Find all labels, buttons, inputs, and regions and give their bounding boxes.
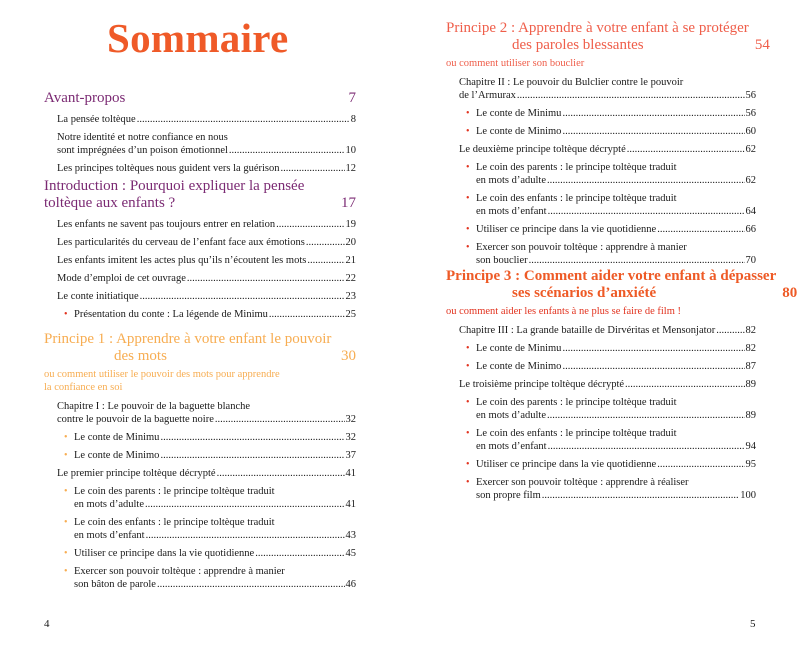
- entry-page-number: 62: [745, 144, 756, 155]
- toc-entry[interactable]: [446, 360, 756, 373]
- entry-text: en mots d’adulte: [74, 499, 144, 510]
- bullet-icon: •: [466, 126, 470, 137]
- dot-leader: [140, 290, 345, 303]
- toc-entry[interactable]: [446, 427, 756, 453]
- entry-text: son bâton de parole: [74, 579, 156, 590]
- entry-text: Les enfants imitent les actes plus qu’ils n’écoutent les mots: [57, 255, 307, 266]
- bullet-icon: •: [64, 432, 68, 443]
- toc-entry[interactable]: [44, 236, 356, 249]
- toc-entry[interactable]: [44, 113, 356, 126]
- entry-text: Mode d’emploi de cet ouvrage: [57, 273, 186, 284]
- toc-entry[interactable]: [446, 107, 756, 120]
- bullet-icon: •: [466, 162, 470, 173]
- entry-text: Présentation du conte : La légende de Minimu: [74, 309, 268, 320]
- entry-text-line1: Notre identité et notre confiance en nous: [57, 132, 228, 143]
- section-subtitle: ou comment utiliser le pouvoir des mots pour apprendre la confiance en soi: [44, 369, 280, 393]
- entry-page-number: 64: [745, 206, 756, 217]
- entry-text: en mots d’enfant: [476, 206, 547, 217]
- dot-leader: [529, 254, 745, 267]
- section-principe-2: [446, 20, 770, 272]
- right-page: [400, 0, 800, 647]
- toc-entry[interactable]: [446, 324, 756, 337]
- entry-text-line1: Le coin des parents : le principe toltèque traduit: [74, 486, 275, 497]
- toc-entry[interactable]: [446, 143, 756, 156]
- dot-leader: [157, 578, 345, 591]
- entry-page-number: 89: [745, 410, 756, 421]
- dot-leader: [657, 458, 744, 471]
- entry-text: Utiliser ce principe dans la vie quotidienne: [476, 459, 657, 470]
- entry-text-line1: Exercer son pouvoir toltèque : apprendre à réaliser: [476, 477, 689, 488]
- entry-text: Le conte de Minimu: [476, 108, 562, 119]
- bullet-icon: •: [64, 309, 68, 320]
- entry-page-number: 60: [745, 126, 756, 137]
- page-number-left: 4: [44, 618, 50, 630]
- entry-text: en mots d’enfant: [476, 441, 547, 452]
- toc-entry[interactable]: [446, 476, 756, 502]
- toc-entry[interactable]: [44, 162, 356, 175]
- bullet-icon: •: [466, 397, 470, 408]
- dot-leader: [547, 174, 745, 187]
- entry-page-number: 82: [745, 343, 756, 354]
- toc-entry[interactable]: [44, 467, 356, 480]
- toc-entry[interactable]: [446, 458, 756, 471]
- bullet-icon: •: [64, 548, 68, 559]
- entry-page-number: 37: [345, 450, 356, 461]
- entry-text: Le deuxième principe toltèque décrypté: [459, 144, 626, 155]
- bullet-icon: •: [64, 517, 68, 528]
- entry-page-number: 70: [745, 255, 756, 266]
- entry-page-number: 19: [345, 219, 356, 230]
- entry-page-number: 8: [350, 114, 356, 125]
- section-principe-3: [446, 268, 798, 507]
- dot-leader: [625, 378, 744, 391]
- dot-leader: [562, 342, 744, 355]
- section-subtitle: ou comment aider les enfants à ne plus se faire de film !: [446, 306, 681, 317]
- entry-text: son propre film: [476, 490, 541, 501]
- entry-text: Le conte de Minimu: [74, 432, 160, 443]
- toc-list: [446, 76, 756, 267]
- dot-leader: [269, 308, 345, 321]
- bullet-icon: •: [466, 343, 470, 354]
- section-title-avant-propos[interactable]: Avant-propos 7: [44, 90, 356, 106]
- section-subtitle: ou comment utiliser son bouclier: [446, 58, 585, 69]
- entry-text: Le conte de Minimo: [74, 450, 160, 461]
- toc-entry[interactable]: [446, 161, 756, 187]
- entry-text: de l’Armurax: [459, 90, 516, 101]
- section-title-principe-3[interactable]: Principe 3 : Comment aider votre enfant à dépasser ses scénarios d’anxiété 80: [446, 268, 798, 301]
- dot-leader: [562, 360, 744, 373]
- dot-leader: [306, 236, 345, 249]
- toc-list: [44, 218, 356, 321]
- toc-entry[interactable]: [446, 125, 756, 138]
- toc-entry[interactable]: [44, 565, 356, 591]
- bullet-icon: •: [64, 566, 68, 577]
- toc-entry[interactable]: [446, 342, 756, 355]
- entry-text: en mots d’adulte: [476, 410, 546, 421]
- toc-entry[interactable]: [44, 547, 356, 560]
- entry-page-number: 45: [345, 548, 356, 559]
- toc-entry[interactable]: [446, 223, 756, 236]
- entry-text: sont imprégnées d’un poison émotionnel: [57, 145, 228, 156]
- bullet-icon: •: [466, 428, 470, 439]
- entry-text: Le conte de Minimo: [476, 126, 562, 137]
- entry-text-line1: Chapitre I : Le pouvoir de la baguette blanche: [57, 401, 251, 412]
- dot-leader: [562, 125, 744, 138]
- entry-page-number: 87: [745, 361, 756, 372]
- toc-list: [44, 113, 356, 175]
- bullet-icon: •: [466, 108, 470, 119]
- dot-leader: [276, 218, 344, 231]
- bullet-icon: •: [466, 459, 470, 470]
- entry-text-line1: Chapitre II : Le pouvoir du Bulclier contre le pouvoir: [459, 77, 684, 88]
- entry-text-line1: Le coin des enfants : le principe toltèque traduit: [476, 428, 677, 439]
- entry-page-number: 21: [345, 255, 356, 266]
- entry-text: contre le pouvoir de la baguette noire: [57, 414, 214, 425]
- dot-leader: [160, 449, 344, 462]
- bullet-icon: •: [466, 242, 470, 253]
- toc-entry[interactable]: [44, 485, 356, 511]
- entry-text: Utiliser ce principe dans la vie quotidienne: [74, 548, 255, 559]
- dot-leader: [657, 223, 744, 236]
- entry-page-number: 46: [345, 579, 356, 590]
- dot-leader: [542, 489, 740, 502]
- toc-entry[interactable]: [446, 192, 756, 218]
- dot-leader: [307, 254, 344, 267]
- dot-leader: [517, 89, 745, 102]
- entry-text-line1: Le coin des parents : le principe toltèque traduit: [476, 162, 677, 173]
- entry-text: La pensée toltèque: [57, 114, 136, 125]
- dot-leader: [146, 529, 345, 542]
- entry-text: en mots d’adulte: [476, 175, 546, 186]
- entry-text: Le conte de Minimo: [476, 361, 562, 372]
- section-avant-propos: [44, 90, 356, 180]
- entry-text-line1: Le coin des parents : le principe toltèque traduit: [476, 397, 677, 408]
- bullet-icon: •: [64, 450, 68, 461]
- page-title: Sommaire: [107, 15, 289, 61]
- dot-leader: [562, 107, 744, 120]
- dot-leader: [137, 113, 350, 126]
- entry-text: en mots d’enfant: [74, 530, 145, 541]
- bullet-icon: •: [466, 193, 470, 204]
- entry-page-number: 12: [345, 163, 356, 174]
- entry-page-number: 62: [745, 175, 756, 186]
- toc-list: [446, 324, 756, 502]
- dot-leader: [547, 409, 745, 422]
- entry-text-line1: Le coin des enfants : le principe toltèque traduit: [74, 517, 275, 528]
- entry-text: Utiliser ce principe dans la vie quotidienne: [476, 224, 657, 235]
- entry-text-line1: Le coin des enfants : le principe toltèque traduit: [476, 193, 677, 204]
- dot-leader: [217, 467, 345, 480]
- entry-text: Les particularités du cerveau de l’enfant face aux émotions: [57, 237, 305, 248]
- entry-page-number: 10: [345, 145, 356, 156]
- entry-page-number: 66: [745, 224, 756, 235]
- toc-entry[interactable]: [44, 449, 356, 462]
- dot-leader: [281, 162, 345, 175]
- section-title-principe-2[interactable]: Principe 2 : Apprendre à votre enfant à se protéger des paroles blessantes 54: [446, 20, 770, 53]
- entry-page-number: 94: [745, 441, 756, 452]
- entry-text: son bouclier: [476, 255, 528, 266]
- toc-entry[interactable]: [44, 308, 356, 321]
- entry-page-number: 20: [345, 237, 356, 248]
- dot-leader: [215, 413, 345, 426]
- bullet-icon: •: [466, 477, 470, 488]
- dot-leader: [187, 272, 345, 285]
- entry-page-number: 41: [345, 499, 356, 510]
- section-principe-1: [44, 331, 356, 596]
- entry-page-number: 56: [745, 90, 756, 101]
- toc-entry[interactable]: [446, 76, 756, 102]
- bullet-icon: •: [466, 361, 470, 372]
- entry-page-number: 100: [740, 490, 756, 501]
- entry-page-number: 32: [345, 432, 356, 443]
- entry-text: Le conte de Minimu: [476, 343, 562, 354]
- toc-entry[interactable]: [44, 431, 356, 444]
- entry-text-line1: Exercer son pouvoir toltèque : apprendre à manier: [476, 242, 687, 253]
- toc-entry[interactable]: [446, 396, 756, 422]
- dot-leader: [229, 144, 345, 157]
- toc-entry[interactable]: [446, 378, 756, 391]
- toc-entry[interactable]: [44, 254, 356, 267]
- toc-entry[interactable]: [446, 241, 756, 267]
- section-title-introduction[interactable]: Introduction : Pourquoi expliquer la pensée toltèque aux enfants ? 17: [44, 178, 356, 211]
- dot-leader: [716, 324, 744, 337]
- dot-leader: [145, 498, 345, 511]
- bullet-icon: •: [64, 486, 68, 497]
- bullet-icon: •: [466, 224, 470, 235]
- entry-text: Le premier principe toltèque décrypté: [57, 468, 216, 479]
- dot-leader: [160, 431, 344, 444]
- section-introduction: [44, 178, 356, 326]
- toc-entry[interactable]: [44, 131, 356, 157]
- dot-leader: [548, 205, 745, 218]
- dot-leader: [255, 547, 344, 560]
- entry-page-number: 41: [345, 468, 356, 479]
- section-title-principe-1[interactable]: Principe 1 : Apprendre à votre enfant le pouvoir des mots 30: [44, 331, 356, 364]
- entry-text: Les enfants ne savent pas toujours entrer en relation: [57, 219, 276, 230]
- entry-page-number: 43: [345, 530, 356, 541]
- toc-entry[interactable]: [44, 516, 356, 542]
- entry-text: Le conte initiatique: [57, 291, 139, 302]
- toc-entry[interactable]: [44, 290, 356, 303]
- entry-page-number: 32: [345, 414, 356, 425]
- entry-page-number: 89: [745, 379, 756, 390]
- entry-page-number: 22: [345, 273, 356, 284]
- toc-list: [44, 400, 356, 591]
- page-number-right: 5: [750, 618, 756, 630]
- entry-page-number: 95: [745, 459, 756, 470]
- entry-text: Chapitre III : La grande bataille de Dirvéritas et Mensonjator: [459, 325, 716, 336]
- entry-page-number: 23: [345, 291, 356, 302]
- toc-entry[interactable]: [44, 272, 356, 285]
- dot-leader: [548, 440, 745, 453]
- dot-leader: [627, 143, 745, 156]
- entry-text: Les principes toltèques nous guident vers la guérison: [57, 163, 280, 174]
- entry-text-line1: Exercer son pouvoir toltèque : apprendre à manier: [74, 566, 285, 577]
- entry-text: Le troisième principe toltèque décrypté: [459, 379, 625, 390]
- toc-entry[interactable]: [44, 218, 356, 231]
- entry-page-number: 25: [345, 309, 356, 320]
- entry-page-number: 56: [745, 108, 756, 119]
- entry-page-number: 82: [745, 325, 756, 336]
- toc-entry[interactable]: [44, 400, 356, 426]
